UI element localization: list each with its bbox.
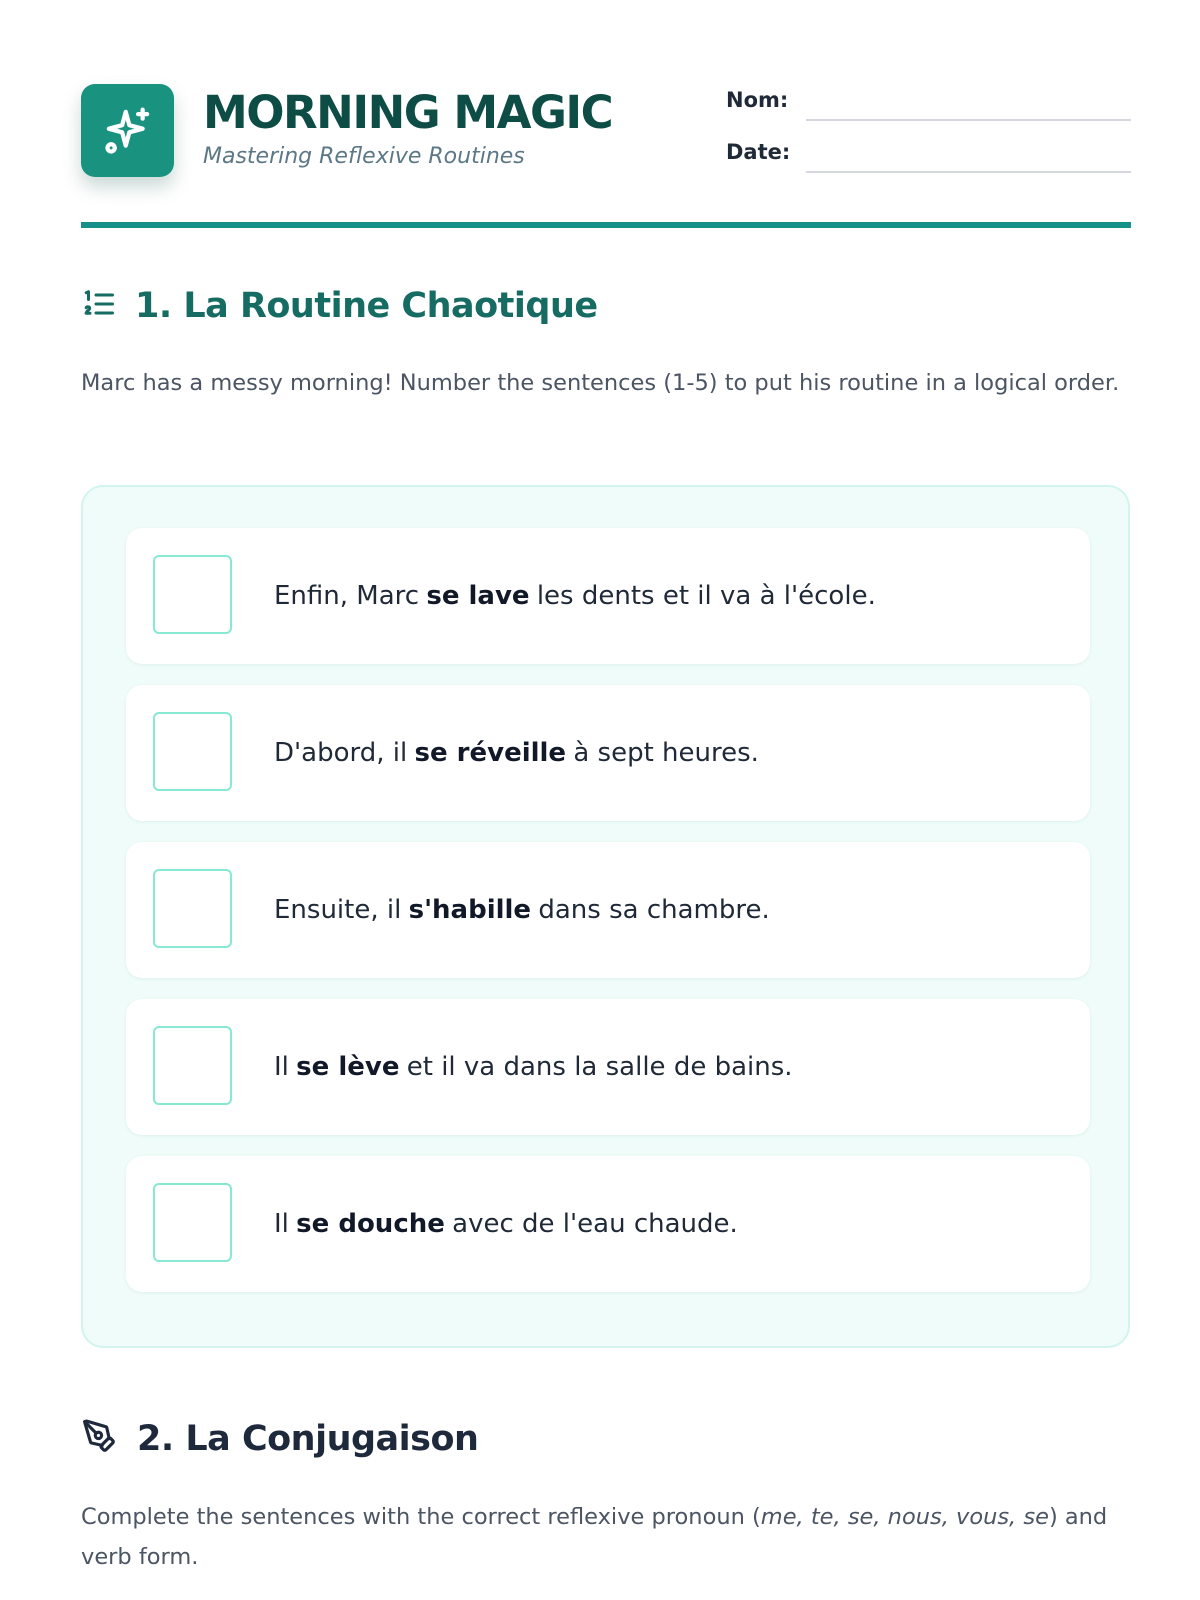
section-2-title: 2. La Conjugaison (137, 1419, 479, 1459)
page-title: MORNING MAGIC (203, 86, 613, 139)
section-2-instructions: Complete the sentences with the correct reflexive pronoun (me, te, se, nous, vous, se) and verb form. (81, 1504, 1108, 1570)
list-item (126, 1156, 1090, 1292)
header-divider (81, 222, 1131, 228)
list-item (126, 685, 1090, 821)
reflexive-verb: s'habille (408, 895, 532, 925)
section-1-title: 1. La Routine Chaotique (135, 286, 598, 326)
page-subtitle: Mastering Reflexive Routines (203, 144, 525, 169)
section-2-heading (81, 1418, 478, 1460)
pronoun-list: me, te, se, nous, vous, se (760, 1504, 1049, 1530)
worksheet-header (81, 84, 1131, 184)
section-1-heading (81, 286, 598, 326)
number-input-box[interactable] (153, 1026, 232, 1105)
number-input-box[interactable] (153, 1183, 232, 1262)
sentence-text: Enfin, Marc se lave les dents et il va à l'école. (274, 581, 876, 611)
reflexive-verb: se douche (296, 1209, 445, 1239)
sentence-text: Il se douche avec de l'eau chaude. (274, 1209, 738, 1239)
reflexive-verb: se lave (426, 581, 530, 611)
section-1-instructions: Marc has a messy morning! Number the sentences (1-5) to put his routine in a logical order. (81, 370, 1120, 396)
list-item (126, 842, 1090, 978)
name-label: Nom: (726, 88, 789, 112)
sparkles-icon (81, 84, 174, 177)
date-input-line[interactable] (806, 171, 1131, 173)
routine-ordering-panel (81, 485, 1130, 1348)
number-input-box[interactable] (153, 869, 232, 948)
reflexive-verb: se lève (296, 1052, 400, 1082)
list-item (126, 999, 1090, 1135)
number-input-box[interactable] (153, 712, 232, 791)
list-item (126, 528, 1090, 664)
reflexive-verb: se réveille (414, 738, 567, 768)
sentence-text: Ensuite, il s'habille dans sa chambre. (274, 895, 770, 925)
name-input-line[interactable] (806, 119, 1131, 121)
date-field-row (726, 136, 1131, 176)
pen-tool-icon (81, 1418, 119, 1460)
sentence-text: D'abord, il se réveille à sept heures. (274, 738, 759, 768)
name-field-row (726, 84, 1131, 124)
number-input-box[interactable] (153, 555, 232, 634)
date-label: Date: (726, 140, 791, 164)
sentence-text: Il se lève et il va dans la salle de bains. (274, 1052, 793, 1082)
list-ordered-icon (81, 286, 117, 326)
